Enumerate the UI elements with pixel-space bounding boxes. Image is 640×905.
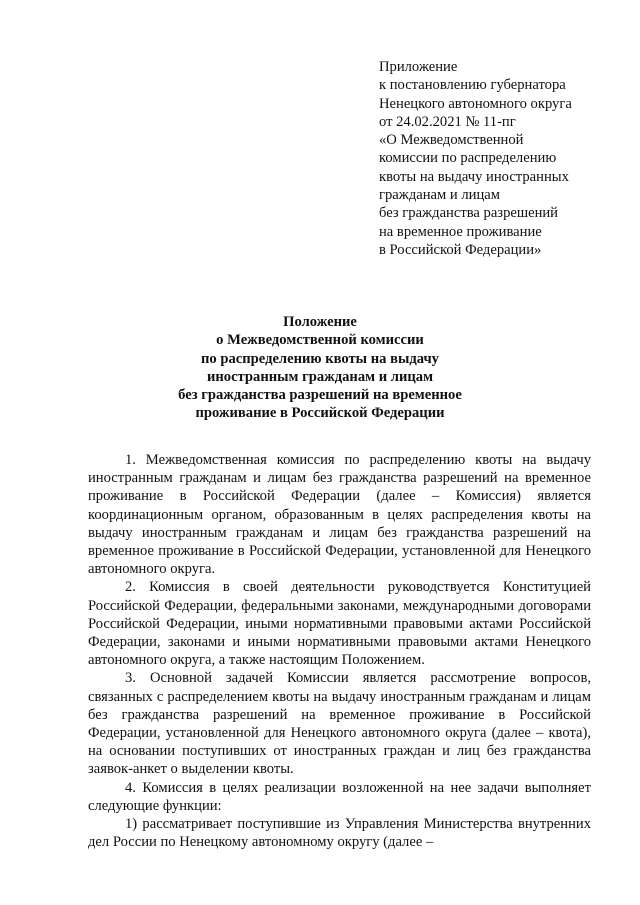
- appendix-block: [379, 58, 572, 259]
- title-line: о Межведомственной комиссии: [216, 332, 424, 349]
- appendix-line: на временное проживание: [379, 223, 542, 240]
- paragraph-3: 3. Основной задачей Комиссии является рассмотрение вопросов, связанных с распределением квоты на выдачу иностранным гражданам и лицам без гражданства разрешений на временное проживание в Российской Федерации, установленной для Ненецкого автономного округа (далее – квота), на основании поступивших от иностранных граждан и лиц без гражданства заявок-анкет о выделении квоты.: [88, 670, 591, 778]
- title-line: без гражданства разрешений на временное: [178, 387, 462, 404]
- document-title: [0, 313, 640, 423]
- appendix-line: от 24.02.2021 № 11-пг: [379, 113, 516, 130]
- paragraph-4-1: 1) рассматривает поступившие из Управления Министерства внутренних дел России по Ненецкому автономному округу (далее –: [88, 816, 591, 851]
- title-line: по распределению квоты на выдачу: [201, 350, 439, 367]
- title-line: Положение: [283, 314, 357, 330]
- appendix-line: гражданам и лицам: [379, 187, 500, 204]
- title-line: проживание в Российской Федерации: [195, 405, 445, 422]
- appendix-line: «О Межведомственной: [379, 132, 524, 149]
- appendix-line: к постановлению губернатора: [379, 77, 566, 94]
- appendix-line: комиссии по распределению: [379, 150, 557, 167]
- appendix-line: в Российской Федерации»: [379, 241, 542, 258]
- appendix-line: без гражданства разрешений: [379, 205, 558, 222]
- appendix-line: Приложение: [379, 59, 458, 75]
- appendix-line: Ненецкого автономного округа: [379, 95, 572, 112]
- appendix-line: квоты на выдачу иностранных: [379, 168, 569, 185]
- paragraph-2: 2. Комиссия в своей деятельности руководствуется Конституцией Российской Федерации, федеральными законами, международными договорами Российской Федерации, иными нормативными правовыми актами Российской Федерации, законами и иными нормативными правовыми актами Ненецкого автономного округа, а также настоящим Положением.: [88, 579, 591, 669]
- paragraph-4: 4. Комиссия в целях реализации возложенной на нее задачи выполняет следующие функции:: [88, 779, 591, 814]
- document-body: [88, 451, 591, 851]
- paragraph-1: 1. Межведомственная комиссия по распределению квоты на выдачу иностранным гражданам и лицам без гражданства разрешений на временное проживание в Российской Федерации (далее – Комиссия) является координационным органом, образованным в целях распределения квоты на выдачу иностранным гражданам и лицам без гражданства разрешений на временное проживание в Российской Федерации, установленной для Ненецкого автономного округа.: [88, 452, 591, 578]
- title-line: иностранным гражданам и лицам: [206, 368, 434, 385]
